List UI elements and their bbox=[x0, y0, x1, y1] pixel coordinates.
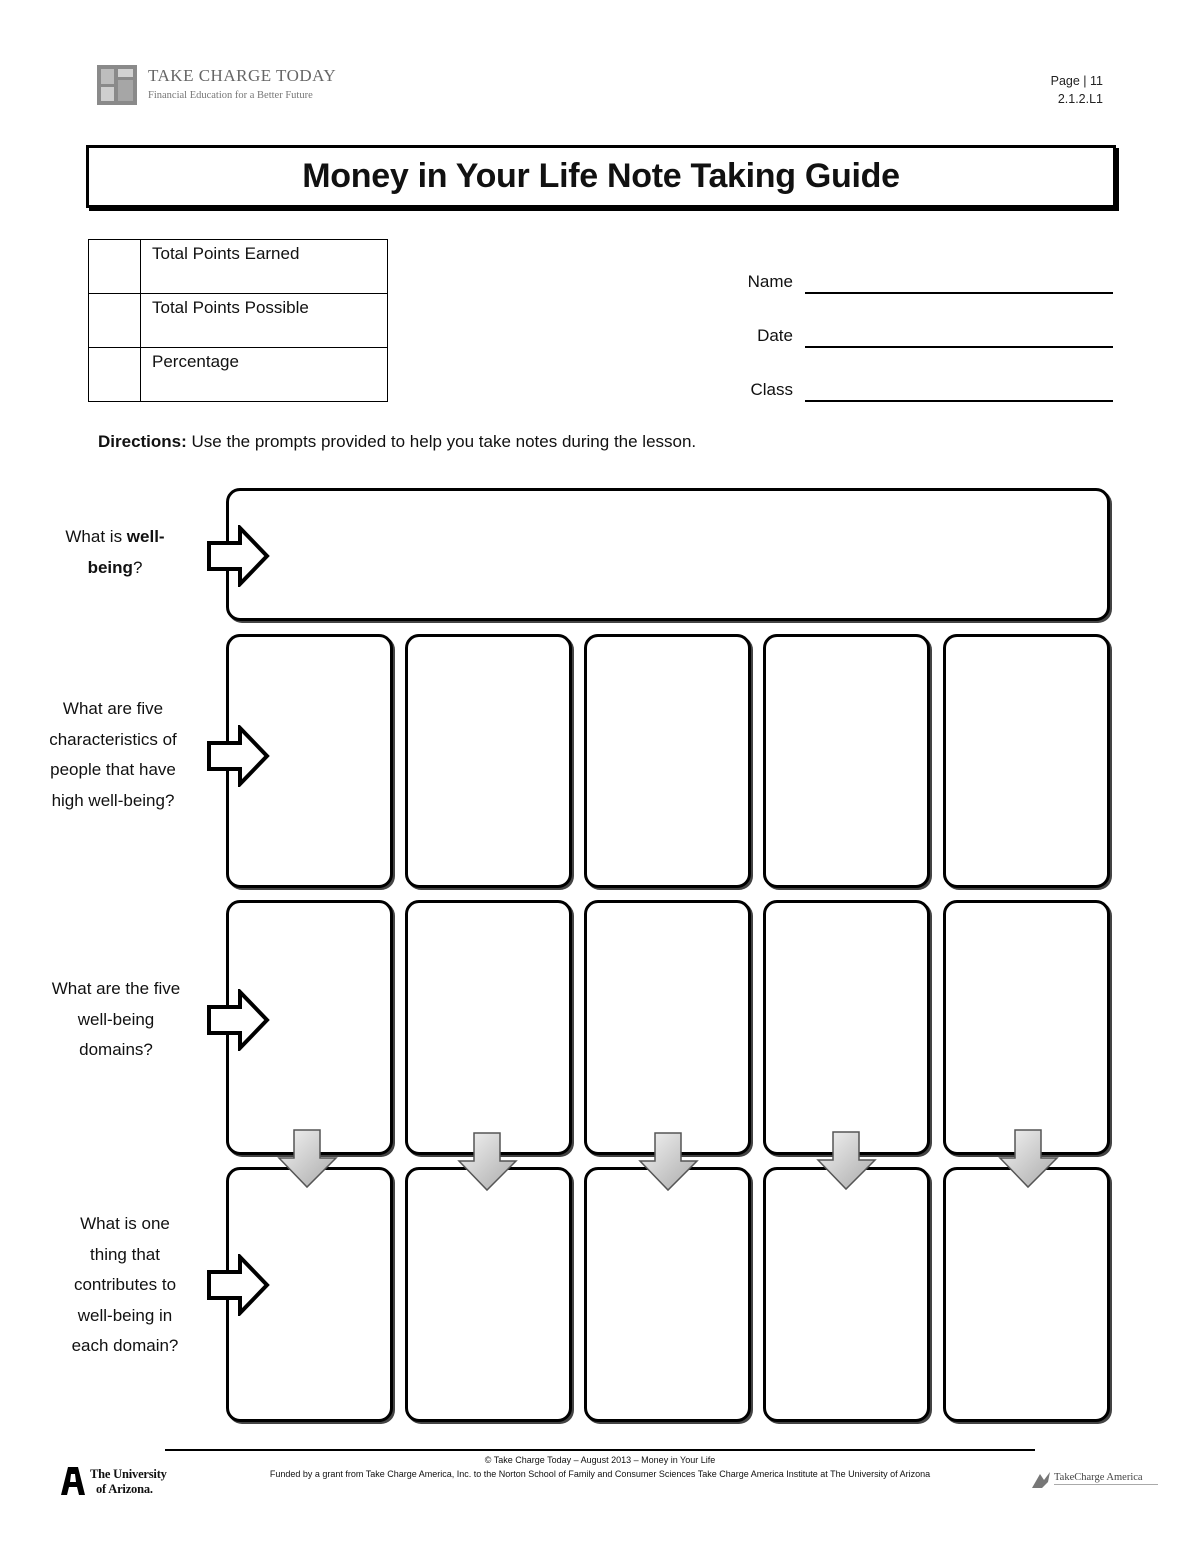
prompt-characteristics bbox=[28, 694, 198, 816]
score-entry-cell[interactable] bbox=[89, 294, 141, 348]
prompt-line: people that have bbox=[50, 760, 176, 779]
domain-box[interactable] bbox=[584, 900, 751, 1155]
prompt-line bbox=[30, 522, 200, 553]
contribution-box[interactable] bbox=[405, 1167, 572, 1422]
prompt-text: ? bbox=[132, 557, 143, 577]
contribution-box[interactable] bbox=[584, 1167, 751, 1422]
domain-box[interactable] bbox=[763, 900, 930, 1155]
directions-text: Use the prompts provided to help you take notes during the lesson. bbox=[186, 432, 697, 451]
prompt-line: characteristics of bbox=[49, 729, 177, 749]
doc-code: 2.1.2.L1 bbox=[1057, 92, 1103, 106]
characteristic-box[interactable] bbox=[584, 634, 751, 888]
score-entry-cell[interactable] bbox=[89, 240, 141, 294]
directions bbox=[98, 432, 696, 452]
prompt-contributes bbox=[40, 1209, 210, 1362]
class-field bbox=[690, 378, 1113, 402]
footer-funding: Funded by a grant from Take Charge America, Inc. to the Norton School of Family and Consumer Sciences Take Charge America Institute at The University of Arizona bbox=[269, 1469, 931, 1479]
score-row bbox=[89, 348, 388, 402]
prompt-text-bold: being bbox=[87, 557, 133, 577]
right-arrow-icon bbox=[206, 725, 270, 787]
name-field bbox=[690, 270, 1113, 294]
prompt-text: What is bbox=[65, 527, 127, 546]
score-label: Percentage bbox=[141, 348, 388, 402]
page-meta bbox=[1051, 72, 1103, 108]
logo-mark-icon bbox=[96, 64, 138, 106]
prompt-text-bold: well- bbox=[126, 527, 165, 546]
down-arrow-icon bbox=[457, 1131, 519, 1193]
take-charge-america-logo bbox=[1030, 1470, 1165, 1492]
class-label: Class bbox=[750, 380, 793, 399]
prompt-line: What are the five bbox=[51, 979, 181, 998]
prompt-wellbeing bbox=[30, 522, 200, 583]
date-input-line[interactable] bbox=[805, 346, 1113, 348]
right-arrow-icon bbox=[206, 989, 270, 1051]
characteristic-box[interactable] bbox=[405, 634, 572, 888]
page-title: Money in Your Life Note Taking Guide bbox=[302, 157, 900, 195]
score-entry-cell[interactable] bbox=[89, 348, 141, 402]
tca-mark-icon bbox=[1030, 1470, 1052, 1490]
date-label: Date bbox=[757, 326, 793, 345]
tca-underline bbox=[1054, 1484, 1158, 1485]
right-arrow-icon bbox=[206, 1254, 270, 1316]
prompt-line: high well-being? bbox=[51, 790, 175, 810]
university-of-arizona-logo bbox=[60, 1466, 192, 1498]
ua-line2: of Arizona. bbox=[96, 1482, 153, 1496]
logo-title: TAKE CHARGE TODAY bbox=[148, 66, 337, 85]
domain-box[interactable] bbox=[943, 900, 1110, 1155]
wellbeing-answer-box[interactable] bbox=[226, 488, 1110, 621]
down-arrow-icon bbox=[816, 1130, 878, 1192]
contribution-box[interactable] bbox=[763, 1167, 930, 1422]
score-table bbox=[88, 239, 388, 402]
down-arrow-icon bbox=[998, 1128, 1060, 1190]
page-number: Page | 11 bbox=[1050, 74, 1103, 88]
characteristic-box[interactable] bbox=[763, 634, 930, 888]
prompt-line: well-being bbox=[77, 1009, 155, 1029]
characteristic-box[interactable] bbox=[943, 634, 1110, 888]
right-arrow-icon bbox=[206, 525, 270, 587]
score-label: Total Points Earned bbox=[141, 240, 388, 294]
score-label: Total Points Possible bbox=[141, 294, 388, 348]
arizona-a-icon bbox=[60, 1466, 86, 1496]
name-input-line[interactable] bbox=[805, 292, 1113, 294]
ua-line1: The University bbox=[90, 1467, 167, 1481]
prompt-line bbox=[30, 553, 200, 584]
prompt-domains bbox=[28, 974, 204, 1066]
contribution-box[interactable] bbox=[943, 1167, 1110, 1422]
footer-divider bbox=[165, 1449, 1035, 1451]
down-arrow-icon bbox=[277, 1128, 339, 1190]
name-label: Name bbox=[747, 272, 793, 291]
take-charge-today-logo bbox=[96, 64, 356, 110]
class-input-line[interactable] bbox=[805, 400, 1113, 402]
logo-tagline: Financial Education for a Better Future bbox=[148, 90, 313, 101]
prompt-line: thing that bbox=[90, 1244, 160, 1264]
footer-copyright: © Take Charge Today – August 2013 – Money in Your Life bbox=[484, 1455, 716, 1465]
score-row bbox=[89, 294, 388, 348]
prompt-line: each domain? bbox=[71, 1336, 179, 1355]
prompt-line: well-being in bbox=[77, 1305, 173, 1325]
domain-box[interactable] bbox=[405, 900, 572, 1155]
prompt-line: domains? bbox=[79, 1040, 153, 1059]
prompt-line: contributes to bbox=[73, 1275, 177, 1294]
title-box bbox=[86, 145, 1116, 208]
date-field bbox=[690, 324, 1113, 348]
tca-name: TakeCharge America bbox=[1054, 1472, 1143, 1483]
score-row bbox=[89, 240, 388, 294]
down-arrow-icon bbox=[638, 1131, 700, 1193]
prompt-line: What are five bbox=[62, 699, 164, 718]
prompt-line: What is one bbox=[80, 1214, 170, 1233]
directions-label: Directions: bbox=[98, 432, 187, 451]
